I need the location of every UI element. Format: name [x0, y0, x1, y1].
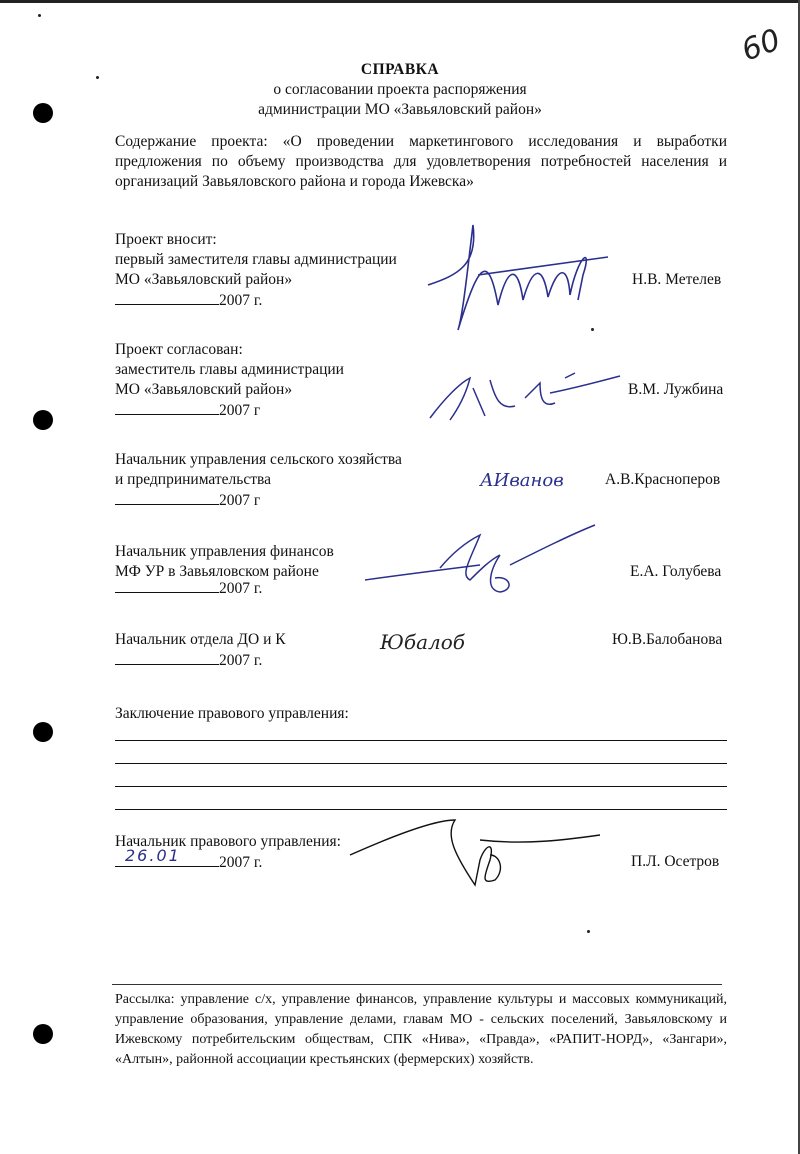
date-blank: [115, 490, 219, 505]
year-label: 2007 г.: [219, 854, 263, 871]
scan-speck: [38, 14, 41, 17]
year-label: 2007 г.: [219, 580, 263, 597]
block-line: Начальник управления сельского хозяйства: [115, 451, 402, 468]
block-line: Начальник управления финансов: [115, 543, 334, 560]
date-blank: [115, 650, 219, 665]
block-line: Начальник отдела ДО и К: [115, 631, 286, 648]
scan-border-top: [0, 0, 800, 3]
subtitle-line: о согласовании проекта распоряжения: [273, 81, 527, 98]
block-line: Проект согласован:: [115, 341, 243, 358]
handwritten-page-number: 60: [737, 22, 786, 69]
date-blank: [115, 290, 219, 305]
signatory-name: Ю.В.Балобанова: [612, 631, 723, 648]
distribution-list: Рассылка: управление с/х, управление финансов, управление культуры и массовых коммуникаций, управление образования, управление делами, главам МО - сельских поселений, Завьяловскому и Ижевскому потребительским обществам, СПК «Нива», «Правда», «РАПИТ-НОРД», «Зангари», «Алтын», районной ассоциации крестьянских (фермерских) хозяйств.: [115, 992, 727, 1067]
date-line: [115, 650, 262, 671]
block-line: заместитель главы администрации: [115, 361, 344, 378]
date-line: [115, 290, 262, 311]
punch-hole: [33, 1024, 53, 1044]
block-line: и предпринимательства: [115, 471, 271, 488]
date-line: [115, 400, 260, 421]
legal-conclusion-label: Заключение правового управления:: [115, 705, 349, 722]
block-line: МО «Завьяловский район»: [115, 271, 293, 288]
block-line: Проект вносит:: [115, 231, 217, 248]
date-line: [115, 490, 260, 511]
signature: [418, 205, 618, 335]
year-label: 2007 г.: [219, 652, 263, 669]
year-label: 2007 г.: [219, 292, 263, 309]
handwritten-signature: Юбалоб: [380, 630, 465, 654]
block-line: МО «Завьяловский район»: [115, 381, 293, 398]
subtitle-line: администрации МО «Завьяловский район»: [258, 101, 542, 118]
signatory-name: В.М. Лужбина: [628, 381, 724, 398]
signatory-name: П.Л. Осетров: [631, 853, 720, 870]
block-line: первый заместителя главы администрации: [115, 251, 397, 268]
distribution-divider: [112, 984, 722, 985]
date-line: [115, 578, 262, 599]
handwritten-signature: АИванов: [480, 470, 564, 491]
legal-head-label: Начальник правового управления:: [115, 833, 341, 850]
conclusion-line: [115, 740, 727, 741]
signature: [360, 520, 600, 600]
signature: [425, 368, 625, 428]
conclusion-line: [115, 763, 727, 764]
project-content: Содержание проекта: «О проведении маркетингового исследования и выработки предложения по объему производства для удовлетворения потребностей населения и организаций Завьяловского района и города Ижевска»: [115, 133, 727, 190]
signatory-name: Н.В. Метелев: [632, 271, 722, 288]
handwritten-date: 26.01: [125, 846, 181, 865]
year-label: 2007 г: [219, 492, 261, 509]
document-title: СПРАВКА: [360, 61, 440, 78]
date-line: [115, 846, 263, 873]
date-blank: [115, 400, 219, 415]
block-line: МФ УР в Завьяловском районе: [115, 563, 319, 580]
conclusion-line: [115, 786, 727, 787]
scan-speck: [587, 930, 590, 933]
punch-hole: [33, 410, 53, 430]
signatory-name: А.В.Красноперов: [605, 471, 721, 488]
signature: [345, 800, 605, 900]
punch-hole: [33, 722, 53, 742]
year-label: 2007 г: [219, 402, 261, 419]
date-blank: [115, 846, 219, 867]
date-blank: [115, 578, 219, 593]
signatory-name: Е.А. Голубева: [630, 563, 722, 580]
